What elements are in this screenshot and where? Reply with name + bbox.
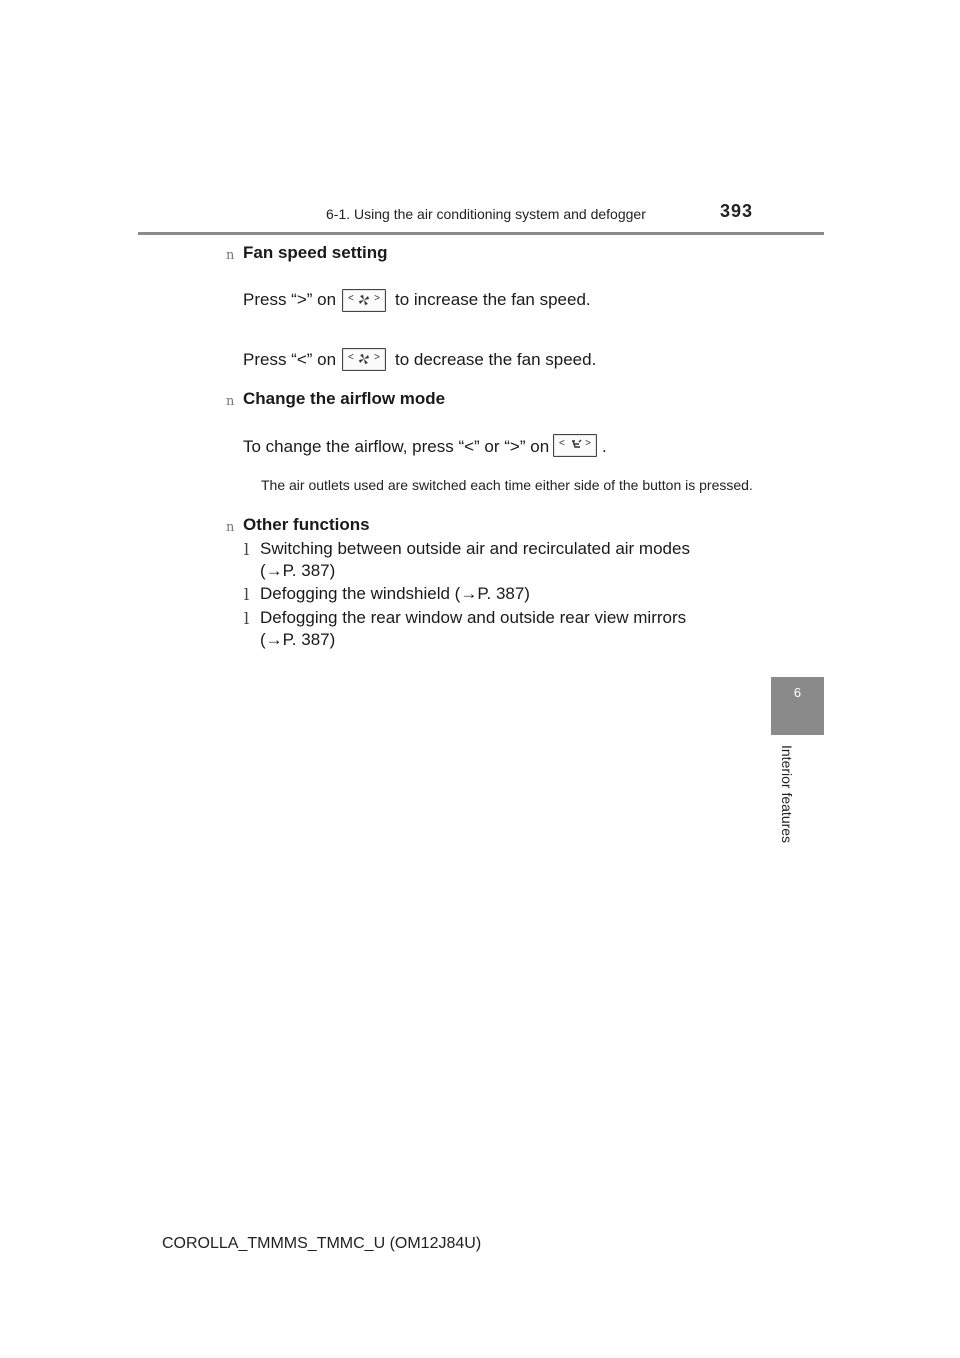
chevron-left-icon: < [348, 352, 354, 363]
airflow-note: The air outlets used are switched each time either side of the button is pressed. [261, 477, 753, 493]
list-item-text-continued: (→P. 387) [260, 561, 336, 580]
airflow-seat-icon [569, 439, 583, 451]
fan-speed-button [342, 348, 386, 371]
airflow-text-post: . [602, 437, 607, 456]
fan-speed-button [342, 289, 386, 312]
chevron-right-icon: > [585, 438, 591, 449]
fan-increase-text-pre: Press “>” on [243, 290, 337, 309]
list-item-text: Defogging the windshield (→P. 387) [260, 584, 530, 603]
fan-increase-text-post: to increase the fan speed. [395, 290, 591, 309]
chevron-right-icon: > [374, 293, 380, 304]
page-number: 393 [720, 201, 754, 221]
list-bullet: l [244, 540, 250, 559]
airflow-text-pre: To change the airflow, press “<” or “>” on [243, 437, 550, 456]
list-item-text-continued: (→P. 387) [260, 630, 336, 649]
section-bullet: n [226, 520, 235, 535]
fan-decrease-text-pre: Press “<” on [243, 350, 337, 369]
list-bullet: l [244, 609, 250, 628]
chevron-left-icon: < [559, 438, 565, 449]
other-functions-heading: Other functions [243, 515, 370, 534]
fan-icon [358, 294, 370, 306]
fan-speed-heading: Fan speed setting [243, 243, 388, 262]
airflow-heading: Change the airflow mode [243, 389, 446, 408]
list-item-text: Defogging the rear window and outside rear view mirrors [260, 608, 687, 627]
header-divider [138, 232, 824, 235]
section-bullet: n [226, 394, 235, 409]
list-item-text: Switching between outside air and recirculated air modes [260, 539, 690, 558]
fan-icon [358, 353, 370, 365]
chevron-left-icon: < [348, 293, 354, 304]
header-section-title: 6-1. Using the air conditioning system and defogger [326, 206, 646, 222]
chevron-right-icon: > [374, 352, 380, 363]
chapter-tab-number: 6 [793, 685, 802, 700]
list-bullet: l [244, 585, 250, 604]
airflow-mode-button [553, 434, 597, 457]
fan-decrease-text-post: to decrease the fan speed. [395, 350, 597, 369]
section-bullet: n [226, 248, 235, 263]
chapter-label: Interior features [779, 745, 795, 844]
footer-doc-code: COROLLA_TMMMS_TMMC_U (OM12J84U) [162, 1235, 482, 1252]
